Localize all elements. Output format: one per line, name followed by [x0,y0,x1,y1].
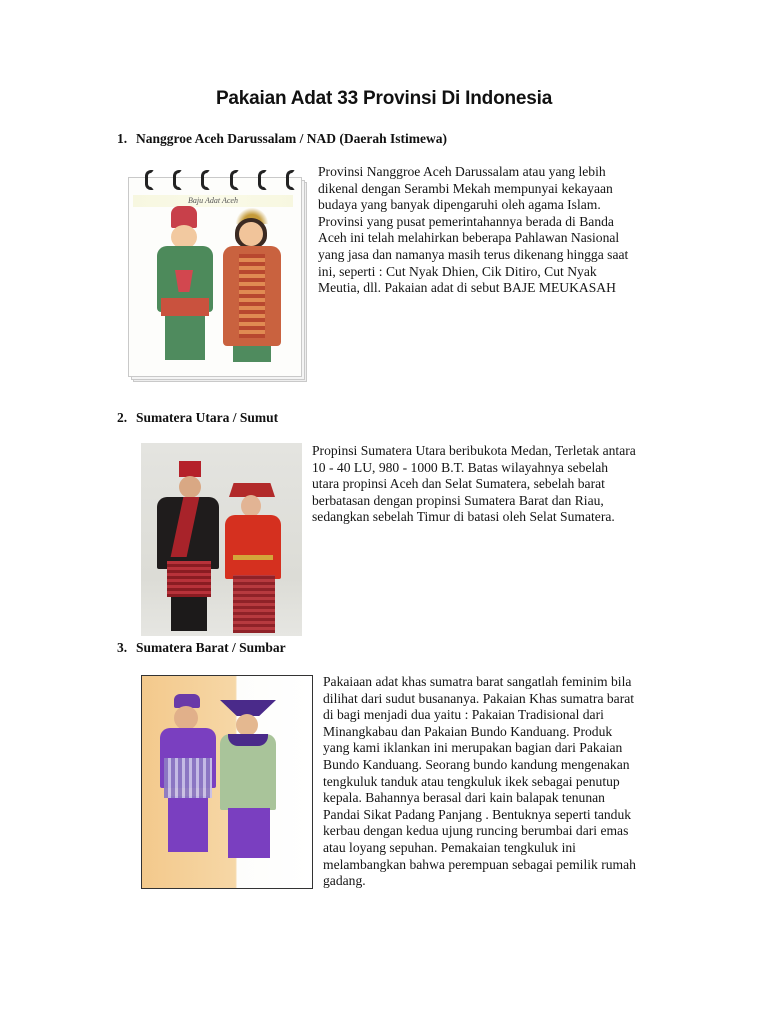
text-line: yang jasa dan namanya masih terus dikenang hingga saat [318,246,629,262]
section-title: Sumatera Utara / Sumut [136,410,279,425]
text-line: utara propinsi Aceh dan Selat Sumatera, sebelah barat [312,476,605,492]
section-number: 3. [117,640,128,655]
section-text-aceh [318,164,663,297]
text-line: sedangkan sebelah Timur di batasi oleh Selat Sumatera. [312,509,615,525]
text-line: budaya yang banyak dipengaruhi oleh agama Islam. [318,197,601,213]
text-line: Provinsi Nanggroe Aceh Darussalam atau yang lebih [318,164,606,179]
text-line: Bundo Kanduang. Seorang bundo kandung mengenakan [323,756,630,772]
text-line: Pakaiaan adat khas sumatra barat sangatlah feminim bila [323,674,632,689]
paragraph [312,443,662,526]
text-line: atau loyang sepuhan. Pemakaian tengkuluk ini [323,839,576,855]
text-line: dilihat dari sudut busananya. Pakaian Khas sumatra barat [323,690,635,706]
paragraph [318,164,663,297]
image-aceh-clothing [127,170,309,384]
text-line: di bagi menjadi dua yaitu : Pakaian Tradisional dari [323,707,604,723]
section-title: Sumatera Barat / Sumbar [136,640,286,655]
image-caption: Baju Adat Aceh [133,195,293,207]
figure-woman [225,483,283,635]
section-number: 2. [117,410,128,425]
figure-man [157,206,215,362]
paragraph [323,674,668,890]
section-title: Nanggroe Aceh Darussalam / NAD (Daerah Istimewa) [136,131,447,146]
section-heading-sumbar [117,640,286,656]
text-line: dikenal dengan Serambi Mekah mempunyai kekayaan [318,180,613,196]
text-line: gadang. [323,873,366,889]
text-line: kerbau dengan kedua ujung runcing berumbai dari emas [323,823,629,839]
text-line: Pandai Sikat Padang Panjang . Bentuknya seperti tanduk [323,806,632,822]
section-text-sumbar [323,674,668,890]
text-line: Provinsi yang pusat pemerintahannya berada di Banda [318,213,614,229]
section-text-sumut [312,443,662,526]
figure-man [160,694,218,866]
section-number: 1. [117,131,128,146]
text-line: yang kami iklankan ini merupakan bagian dari Pakaian [323,740,623,756]
figure-woman [223,208,283,364]
text-line: ini, seperti : Cut Nyak Dhien, Cik Ditiro, Cut Nyak [318,263,597,279]
text-line: melambangkan bahwa perempuan sebagai pemilik rumah [323,856,636,872]
text-line: Propinsi Sumatera Utara beribukota Medan, Terletak antara [312,443,636,458]
figure-man [157,461,221,633]
text-line: Meutia, dll. Pakaian adat di sebut BAJE MEUKASAH [318,280,616,296]
text-line: tengkuluk tanduk atau tengkuluk ikek sebagai penutup [323,773,620,789]
text-line: kepala. Bahannya berasal dari kain balapak tenunan [323,790,605,806]
figure-woman [220,700,278,866]
image-sumbar-clothing [141,675,313,889]
text-line: Minangkabau dan Pakaian Bundo Kanduang. Produk [323,723,613,739]
section-heading-aceh [117,131,447,147]
section-heading-sumut [117,410,278,426]
text-line: Aceh ini telah melahirkan beberapa Pahlawan Nasional [318,230,620,246]
text-line: 10 - 40 LU, 980 - 1000 B.T. Batas wilayahnya sebelah [312,459,609,475]
page-title: Pakaian Adat 33 Provinsi Di Indonesia [215,88,553,109]
image-sumut-clothing [141,443,302,636]
spiral-binding-icon [145,170,295,192]
text-line: berbatasan dengan propinsi Sumatera Barat dan Riau, [312,492,604,508]
